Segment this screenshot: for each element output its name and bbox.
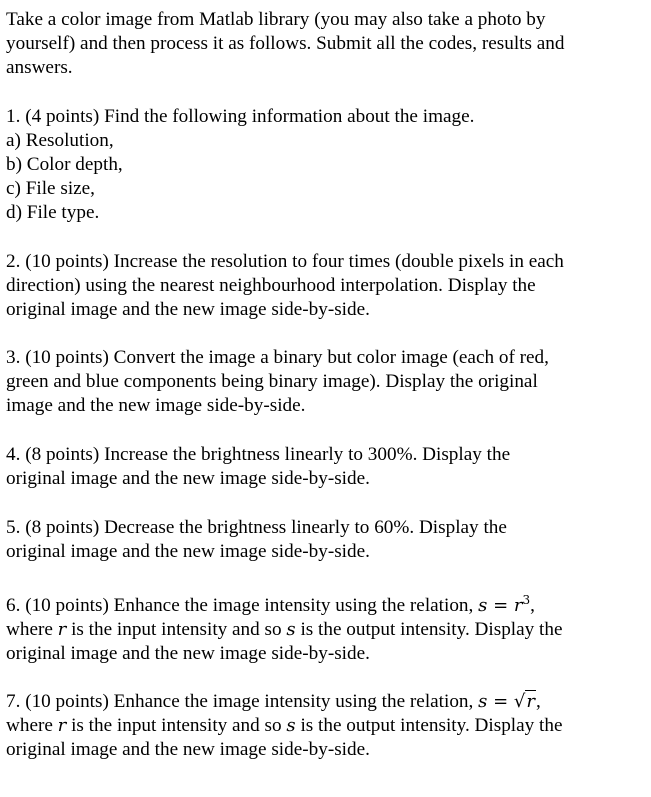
question-3-line-1: 3. (10 points) Convert the image a binary but color image (each of red, bbox=[6, 347, 549, 368]
question-7-line-2-a: where bbox=[6, 715, 58, 736]
question-7-var-r: r bbox=[57, 715, 67, 736]
question-1 bbox=[6, 105, 646, 225]
question-6-line-1-text: 6. (10 points) Enhance the image intensity using the relation, bbox=[6, 595, 479, 616]
question-7-line-1 bbox=[6, 690, 646, 714]
question-6-formula bbox=[478, 595, 530, 616]
formula-7-sqrt bbox=[514, 690, 536, 714]
question-1-title: 1. (4 points) Find the following information about the image. bbox=[6, 106, 475, 127]
sqrt-icon: √ bbox=[513, 691, 526, 712]
formula-7-radicand: r bbox=[526, 691, 535, 712]
question-7-line-2-b: is the input intensity and so bbox=[66, 715, 287, 736]
question-5-line-2: original image and the new image side-by-side. bbox=[6, 541, 370, 562]
question-6-var-s: s bbox=[286, 619, 296, 640]
formula-6-base: r bbox=[513, 595, 523, 616]
question-4-line-1: 4. (8 points) Increase the brightness linearly to 300%. Display the bbox=[6, 444, 511, 465]
question-5 bbox=[6, 516, 646, 564]
question-2-line-1: 2. (10 points) Increase the resolution to four times (double pixels in each bbox=[6, 251, 564, 272]
question-7-line-3: original image and the new image side-by-side. bbox=[6, 739, 370, 760]
question-7-formula bbox=[478, 691, 536, 712]
formula-6-exponent: 3 bbox=[522, 593, 531, 607]
question-5-line-1: 5. (8 points) Decrease the brightness linearly to 60%. Display the bbox=[6, 517, 507, 538]
question-1-item-c: c) File size, bbox=[6, 178, 95, 199]
question-3-line-3: image and the new image side-by-side. bbox=[6, 395, 306, 416]
question-6-line-1 bbox=[6, 588, 646, 618]
question-6-line-2-b: is the input intensity and so bbox=[66, 619, 287, 640]
question-6-line-2-a: where bbox=[6, 619, 58, 640]
question-1-item-a: a) Resolution, bbox=[6, 130, 114, 151]
question-6 bbox=[6, 588, 646, 666]
question-2 bbox=[6, 250, 646, 322]
question-2-line-2: direction) using the nearest neighbourhood interpolation. Display the bbox=[6, 275, 536, 296]
question-3-line-2: green and blue components being binary image). Display the original bbox=[6, 371, 538, 392]
question-4 bbox=[6, 443, 646, 491]
question-1-item-b: b) Color depth, bbox=[6, 154, 123, 175]
intro-paragraph bbox=[6, 8, 646, 80]
question-7-line-2-c: is the output intensity. Display the bbox=[295, 715, 563, 736]
question-6-line-2-c: is the output intensity. Display the bbox=[295, 619, 563, 640]
intro-line-1: Take a color image from Matlab library (you may also take a photo by bbox=[6, 9, 546, 30]
question-6-line-1-comma: , bbox=[530, 595, 535, 616]
question-7-line-1-text: 7. (10 points) Enhance the image intensity using the relation, bbox=[6, 691, 479, 712]
question-7-var-s: s bbox=[286, 715, 296, 736]
intro-line-2: yourself) and then process it as follows. Submit all the codes, results and bbox=[6, 33, 565, 54]
question-4-line-2: original image and the new image side-by-side. bbox=[6, 468, 370, 489]
formula-6-lhs: s bbox=[478, 595, 488, 616]
formula-6-equals: = bbox=[487, 595, 514, 616]
formula-7-lhs: s bbox=[478, 691, 488, 712]
question-7-line-2 bbox=[6, 714, 646, 738]
question-7-line-1-comma: , bbox=[536, 691, 541, 712]
formula-7-equals: = bbox=[487, 691, 514, 712]
intro-line-3: answers. bbox=[6, 57, 73, 78]
question-6-var-r: r bbox=[57, 619, 67, 640]
assignment-document bbox=[6, 8, 646, 762]
question-2-line-3: original image and the new image side-by-side. bbox=[6, 299, 370, 320]
question-7 bbox=[6, 690, 646, 762]
question-6-line-2 bbox=[6, 618, 646, 642]
question-6-line-3: original image and the new image side-by-side. bbox=[6, 643, 370, 664]
question-3 bbox=[6, 346, 646, 418]
question-1-item-d: d) File type. bbox=[6, 202, 100, 223]
